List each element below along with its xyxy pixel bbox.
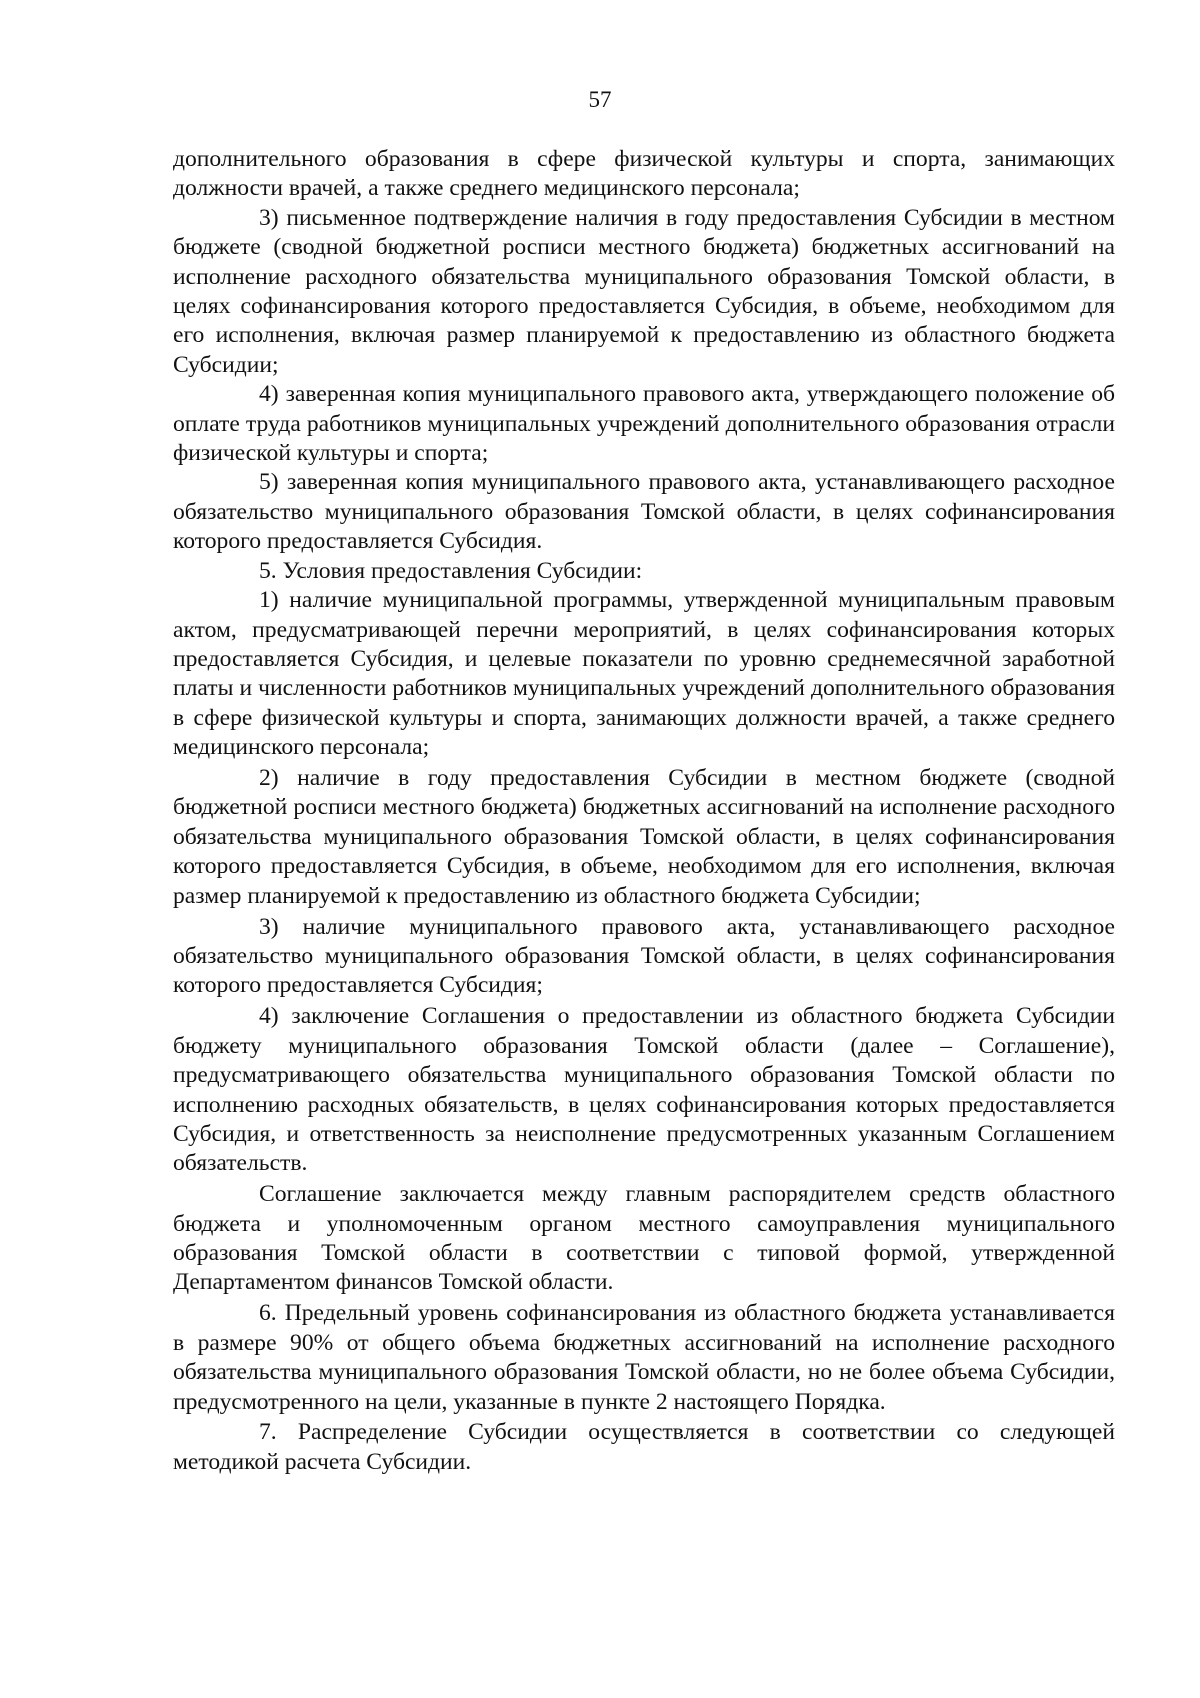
page-number: 57: [588, 87, 612, 112]
document-body: [173, 145, 1115, 1477]
paragraph-item-5-1: 1) наличие муниципальной программы, утвержденной муниципальным правовым актом, предусматривающей перечни мероприятий, в целях софинансирования которых предоставляется Субсидия, и целевые показатели по уровню среднемесячной заработной платы и численности работников муниципальных учреждений дополнительного образования в сфере физической культуры и спорта, занимающих должности врачей, а также среднего медицинского персонала;: [173, 587, 1115, 761]
paragraph-item-4-5: 5) заверенная копия муниципального правового акта, устанавливающего расходное обязательство муниципального образования Томской области, в целях софинансирования которого предоставляется Субсидия.: [173, 469, 1115, 555]
paragraph-item-5-3: 3) наличие муниципального правового акта, устанавливающего расходное обязательство муниципального образования Томской области, в целях софинансирования которого предоставляется Субсидия;: [173, 913, 1115, 999]
paragraph-agreement: Соглашение заключается между главным распорядителем средств областного бюджета и уполномоченным органом местного самоуправления муниципального образования Томской области в соответствии с типовой формой, утвержденной Департаментом финансов Томской области.: [173, 1181, 1115, 1296]
section-6-paragraph: 6. Предельный уровень софинансирования из областного бюджета устанавливается в размере 90% от общего объема бюджетных ассигнований на исполнение расходного обязательства муниципального образования Томской области, но не более объема Субсидии, предусмотренного на цели, указанные в пункте 2 настоящего Порядка.: [173, 1300, 1115, 1415]
paragraph-item-5-4: 4) заключение Соглашения о предоставлении из областного бюджета Субсидии бюджету муниципального образования Томской области (далее – Соглашение), предусматривающего обязательства муниципального образования Томской области по исполнению расходных обязательств, в целях софинансирования которых предоставляется Субсидия, и ответственность за неисполнение предусмотренных указанным Соглашением обязательств.: [173, 1003, 1115, 1177]
section-5-heading: 5. Условия предоставления Субсидии:: [259, 557, 643, 584]
paragraph-continuation: дополнительного образования в сфере физической культуры и спорта, занимающих должности врачей, а также среднего медицинского персонала;: [173, 146, 1115, 202]
paragraph-item-4-3: 3) письменное подтверждение наличия в году предоставления Субсидии в местном бюджете (сводной бюджетной росписи местного бюджета) бюджетных ассигнований на исполнение расходного обязательства муниципального образования Томской области, в целях софинансирования которого предоставляется Субсидия, в объеме, необходимом для его исполнения, включая размер планируемой к предоставлению из областного бюджета Субсидии;: [173, 204, 1115, 378]
section-7-paragraph: 7. Распределение Субсидии осуществляется в соответствии со следующей методикой расчета Субсидии.: [173, 1419, 1115, 1475]
paragraph-item-4-4: 4) заверенная копия муниципального правового акта, утверждающего положение об оплате труда работников муниципальных учреждений дополнительного образования отрасли физической культуры и спорта;: [173, 381, 1115, 467]
paragraph-item-5-2: 2) наличие в году предоставления Субсидии в местном бюджете (сводной бюджетной росписи местного бюджета) бюджетных ассигнований на исполнение расходного обязательства муниципального образования Томской области, в целях софинансирования которого предоставляется Субсидия, в объеме, необходимом для его исполнения, включая размер планируемой к предоставлению из областного бюджета Субсидии;: [173, 765, 1115, 909]
